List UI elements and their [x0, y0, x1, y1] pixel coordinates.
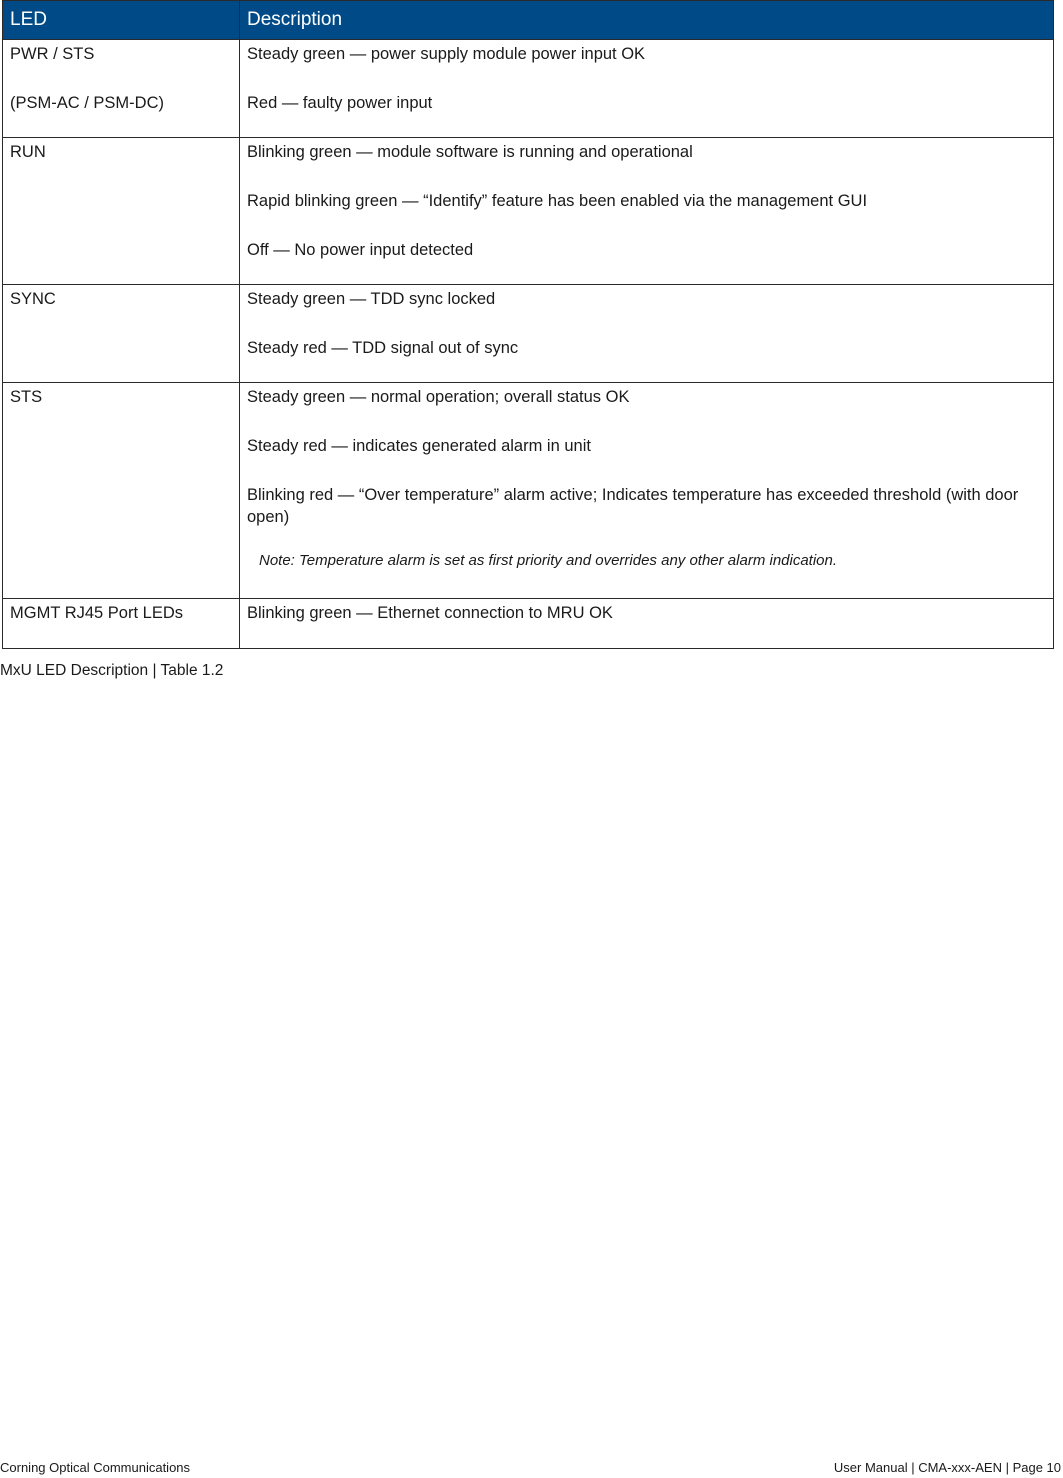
description-line: Blinking green — module software is running and operational [247, 143, 693, 161]
description-cell [240, 599, 1054, 649]
table-row [3, 138, 1054, 285]
header-description: Description [240, 1, 1054, 40]
description-line: Rapid blinking green — “Identify” feature has been enabled via the management GUI [247, 192, 868, 210]
description-line: Steady green — power supply module power input OK [247, 45, 646, 63]
led-cell [3, 40, 240, 138]
description-line: Off — No power input detected [247, 241, 474, 259]
description-line: Steady green — normal operation; overall status OK [247, 388, 630, 406]
led-name: PWR / STS [10, 45, 95, 63]
temperature-note: Note: Temperature alarm is set as first priority and overrides any other alarm indication. [259, 552, 838, 569]
description-line: Steady red — indicates generated alarm in unit [247, 437, 591, 455]
led-cell [3, 285, 240, 383]
led-cell [3, 383, 240, 599]
led-name: MGMT RJ45 Port LEDs [10, 604, 183, 622]
header-led: LED [3, 1, 240, 40]
description-cell [240, 383, 1054, 599]
table-row [3, 599, 1054, 649]
led-description-table [2, 0, 1054, 649]
table-caption: MxU LED Description | Table 1.2 [0, 662, 224, 679]
led-name: RUN [10, 143, 46, 161]
description-cell [240, 138, 1054, 285]
description-cell [240, 285, 1054, 383]
led-cell [3, 138, 240, 285]
footer-page-info: User Manual | CMA-xxx-AEN | Page 10 [833, 1460, 1061, 1475]
table-row [3, 383, 1054, 599]
description-cell [240, 40, 1054, 138]
table-header-row [3, 1, 1054, 40]
description-line: Blinking red — “Over temperature” alarm active; Indicates temperature has exceeded threshold (with door open) [247, 486, 1019, 526]
footer-company: Corning Optical Communications [0, 1460, 191, 1475]
table-row [3, 40, 1054, 138]
description-line: Steady red — TDD signal out of sync [247, 339, 519, 357]
led-name: STS [10, 388, 43, 406]
table-row [3, 285, 1054, 383]
description-line: Blinking green — Ethernet connection to MRU OK [247, 604, 613, 622]
description-line: Steady green — TDD sync locked [247, 290, 496, 308]
led-subname: (PSM-AC / PSM-DC) [10, 94, 164, 112]
led-cell [3, 599, 240, 649]
led-name: SYNC [10, 290, 56, 308]
description-line: Red — faulty power input [247, 94, 433, 112]
